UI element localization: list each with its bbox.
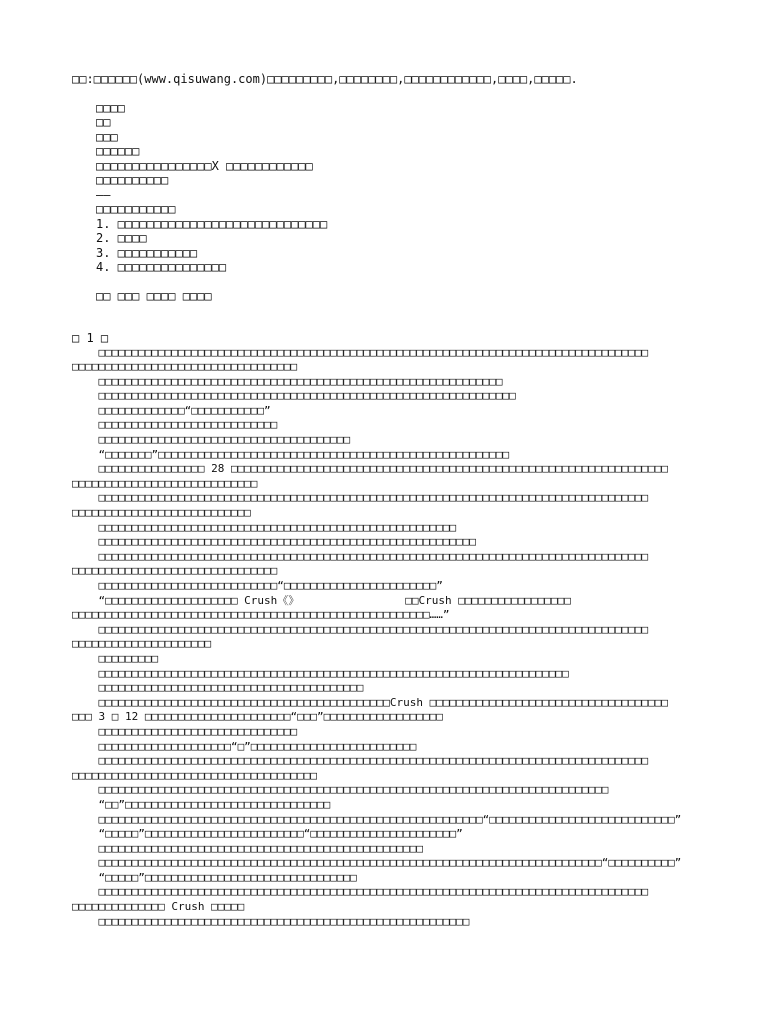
meta-line: □□□□□□□□□□□□□□□□X □□□□□□□□□□□□	[96, 158, 313, 173]
chapter-paragraph-line: □□□□□□□□□□□□□□□□□□□□□□□□□□□□□□□□□□□□□□	[72, 433, 351, 447]
chapter-paragraph-line: □□□□□□□□□□□□□□□□□□□□□□□□□□□□□□□	[72, 564, 278, 578]
chapter-paragraph-line: □□□□□□□□□□□□□□□□□□□□□□□□□□□□□□□□□□□□□□□□□□□□□□□□□□□□□□□□□□□□□□□□□□□□□□□□□□□□□□□□□□□	[72, 491, 649, 505]
chapter-paragraph-line: □□□□□□□□□□□□□□□□□□□□□□□□□□□□□□□□□□□□□□□□□□□□□□□□□□□□□□□□	[72, 914, 470, 928]
chapter-paragraph-line: □□□□□□□□□□□□□□□□□□□□□□□□□□□□□□□□□□□□□□□□□□□□□□□□□□□□□□□□□□“□□□□□□□□□□□□□□□□□□□□□□□□□□□□”	[72, 812, 682, 826]
chapter-paragraph-line: □□□□□□□□□□□□□□□□□□□□□□□□□□□□□□□□□□□□□□□□□□□□□□□□□□□□□□□□□□□□□□□□□□□□□□□□□□□□□□□□□□□	[72, 345, 649, 359]
chapter-paragraph-line: □□□□□□□□□	[72, 651, 159, 665]
chapter-paragraph-line: “□□□□□”□□□□□□□□□□□□□□□□□□□□□□□□“□□□□□□□□□□□□□□□□□□□□□□”	[72, 827, 463, 841]
chapter-paragraph-line: □□□□□□□□□□□□□“□□□□□□□□□□□”	[72, 403, 271, 417]
chapter-paragraph-line: □□□□□□□□□□□□□□□□□□□□□□□□□□□□□□□□□□	[72, 360, 298, 374]
chapter-paragraph-line: □□□□□□□□□□□□□□□□□□□□“□”□□□□□□□□□□□□□□□□□□□□□□□□□	[72, 739, 417, 753]
chapter-paragraph-line: □□□□□□□□□□□□□□□□□□□□□□□□□□□□□□□□□□□□□□□□□□□□□□□□□□□□□□□□□□□□□□□□□□□□□□□□□□□□□□□□□□□	[72, 885, 649, 899]
chapter-paragraph-line: □□□□□□□□□□□□□□□□□□□□□□□□□□□□□□□□□□□□□□□□□□□□□□□□□□□□□□……”	[72, 608, 450, 622]
meta-line: □□	[96, 115, 111, 129]
chapter-paragraph-line: □□□□□□□□□□□□□□□□□□□□□□□□□□□□□□□□□□□□□	[72, 768, 318, 782]
chapter-paragraph-line: □□□□□□□□□□□□□□□□□□□□□□□□□□□	[72, 506, 251, 520]
spacer	[72, 87, 702, 101]
tags-line: □□ □□□ □□□□ □□□□	[96, 288, 212, 303]
chapter-paragraph-line: □□□□□□□□□□□□□□□□□□□□□□□□□□□□□□□□□□□□□□□□□□□□Crush □□□□□□□□□□□□□□□□□□□□□□□□□□□□□□□□□□□□	[72, 695, 669, 709]
chapter-paragraph-line: □□□□□□□□□□□□□□□□□□□□□□□□□□□□□□□□□□□□□□□□□□□□□□□□□□□□□□□□□□□□□□□□□□□□□□□□□□□□□	[72, 783, 609, 797]
chapter-paragraph-line: □□□□□□□□□□□□□□□□□□□□□□□□□□□□□□□□□□□□□□□□□□□□□□□□□□□□□□□□□□□□□□□□□□□□□□□	[72, 666, 569, 680]
meta-block	[72, 101, 702, 275]
chapter-paragraph-line: □□□□□□□□□□□□□□□□□□□□□□□□□□□□□□□□□□□□□□□□	[72, 681, 364, 695]
chapter-paragraph-line: □□□□□□□□□□□□□□□□□□□□□□□□□□□□□□□□□□□□□□□□□□□□□□□□□□□□□□□□□□□□□□□□□□□□□□□□□□□□“□□□□□□□□□□”	[72, 856, 682, 870]
meta-line: □□□□	[96, 100, 125, 115]
chapter-paragraph-line: □□□□□□□□□□□□□□□□□□□□□□□□□□□□□□□□□□□□□□□□□□□□□□□□□□□□□□□□□□□□□□□□□□□□□□□□□□□□□□□□□□□	[72, 622, 649, 636]
meta-line: ——	[96, 187, 111, 202]
chapter-paragraph-line: □□□□□□□□□□□□□□□□□□□□□□□□□□□□□□□□□□□□□□□□□□□□□□□□□□□□□□□□□□□□□□□	[72, 389, 516, 403]
chapter-paragraph-line: □□□□□□□□□□□□□□□□□□□□□□□□□□□	[72, 418, 278, 432]
chapter-paragraph-line: “□□”□□□□□□□□□□□□□□□□□□□□□□□□□□□□□□□	[72, 797, 331, 811]
meta-line: □□□	[96, 129, 118, 144]
chapter-paragraph-line: □□□□□□□□□□□□□□□□□□□□□□□□□□□□□□□□□□□□□□□□□□□□□□□□□□□□□□	[72, 520, 457, 534]
chapter-paragraph-line: □□□ 3 □ 12 □□□□□□□□□□□□□□□□□□□□□□“□□□”□□□□□□□□□□□□□□□□□□	[72, 710, 443, 724]
chapter-title: □ 1 □	[72, 331, 109, 345]
spacer	[72, 275, 702, 289]
chapter-paragraph-line: “□□□□□□□□□□□□□□□□□□□□ Crush《》 □□Crush □□□□□□□□□□□□□□□□□	[72, 593, 571, 607]
source-line: □□:□□□□□□(www.qisuwang.com)□□□□□□□□□,□□□□□□□□,□□□□□□□□□□□□,□□□□,□□□□□.	[72, 72, 578, 86]
chapter-paragraph-line: □□□□□□□□□□□□□□□□□□□□□	[72, 637, 212, 651]
meta-line: □□□□□□	[96, 144, 140, 158]
chapter-paragraph-line: □□□□□□□□□□□□□□□□□□□□□□□□□□□□□□□□□□□□□□□□□□□□□□□□□□□□□□□□□□□□□	[72, 374, 503, 388]
chapter-paragraph-line: □□□□□□□□□□□□□□□□□□□□□□□□□□□“□□□□□□□□□□□□□□□□□□□□□□□”	[72, 579, 443, 592]
meta-line: 4. □□□□□□□□□□□□□□□	[96, 260, 227, 274]
meta-line: 2. □□□□	[96, 231, 147, 245]
chapter-paragraph-line: □□□□□□□□□□□□□□□□□□□□□□□□□□□□□□□□□□□□□□□□□□□□□□□□□□□□□□□□□□□□□□□□□□□□□□□□□□□□□□□□□□□	[72, 754, 649, 768]
chapter-paragraph-line: “□□□□□□□”□□□□□□□□□□□□□□□□□□□□□□□□□□□□□□□□□□□□□□□□□□□□□□□□□□□□□	[72, 447, 510, 461]
meta-line: 3. □□□□□□□□□□□	[96, 245, 198, 260]
chapter-paragraph-line: □□□□□□□□□□□□□□□□□□□□□□□□□□□□□□□□□□□□□□□□□□□□□□□□□□□□□□□□□	[72, 535, 476, 549]
meta-line: □□□□□□□□□□□	[96, 202, 176, 216]
document-page	[72, 72, 702, 929]
spacer	[72, 303, 702, 331]
chapter-paragraph-line: □□□□□□□□□□□□□□□□ 28 □□□□□□□□□□□□□□□□□□□□□□□□□□□□□□□□□□□□□□□□□□□□□□□□□□□□□□□□□□□□□□□□□□	[72, 462, 669, 476]
chapter-paragraph-line: “□□□□□”□□□□□□□□□□□□□□□□□□□□□□□□□□□□□□□□	[72, 870, 357, 884]
chapter-paragraph-line: □□□□□□□□□□□□□□□□□□□□□□□□□□□□□□□□□□□□□□□□□□□□□□□□□	[72, 841, 423, 855]
chapter-paragraph-line: □□□□□□□□□□□□□□□□□□□□□□□□□□□□	[72, 476, 258, 490]
chapter-body	[72, 346, 702, 930]
meta-line: 1. □□□□□□□□□□□□□□□□□□□□□□□□□□□□□	[96, 216, 328, 231]
chapter-paragraph-line: □□□□□□□□□□□□□□□□□□□□□□□□□□□□□□□□□□□□□□□□□□□□□□□□□□□□□□□□□□□□□□□□□□□□□□□□□□□□□□□□□□□	[72, 549, 649, 563]
chapter-paragraph-line: □□□□□□□□□□□□□□ Crush □□□□□	[72, 900, 245, 914]
chapter-paragraph-line: □□□□□□□□□□□□□□□□□□□□□□□□□□□□□□	[72, 724, 298, 738]
meta-line: □□□□□□□□□□	[96, 173, 169, 187]
